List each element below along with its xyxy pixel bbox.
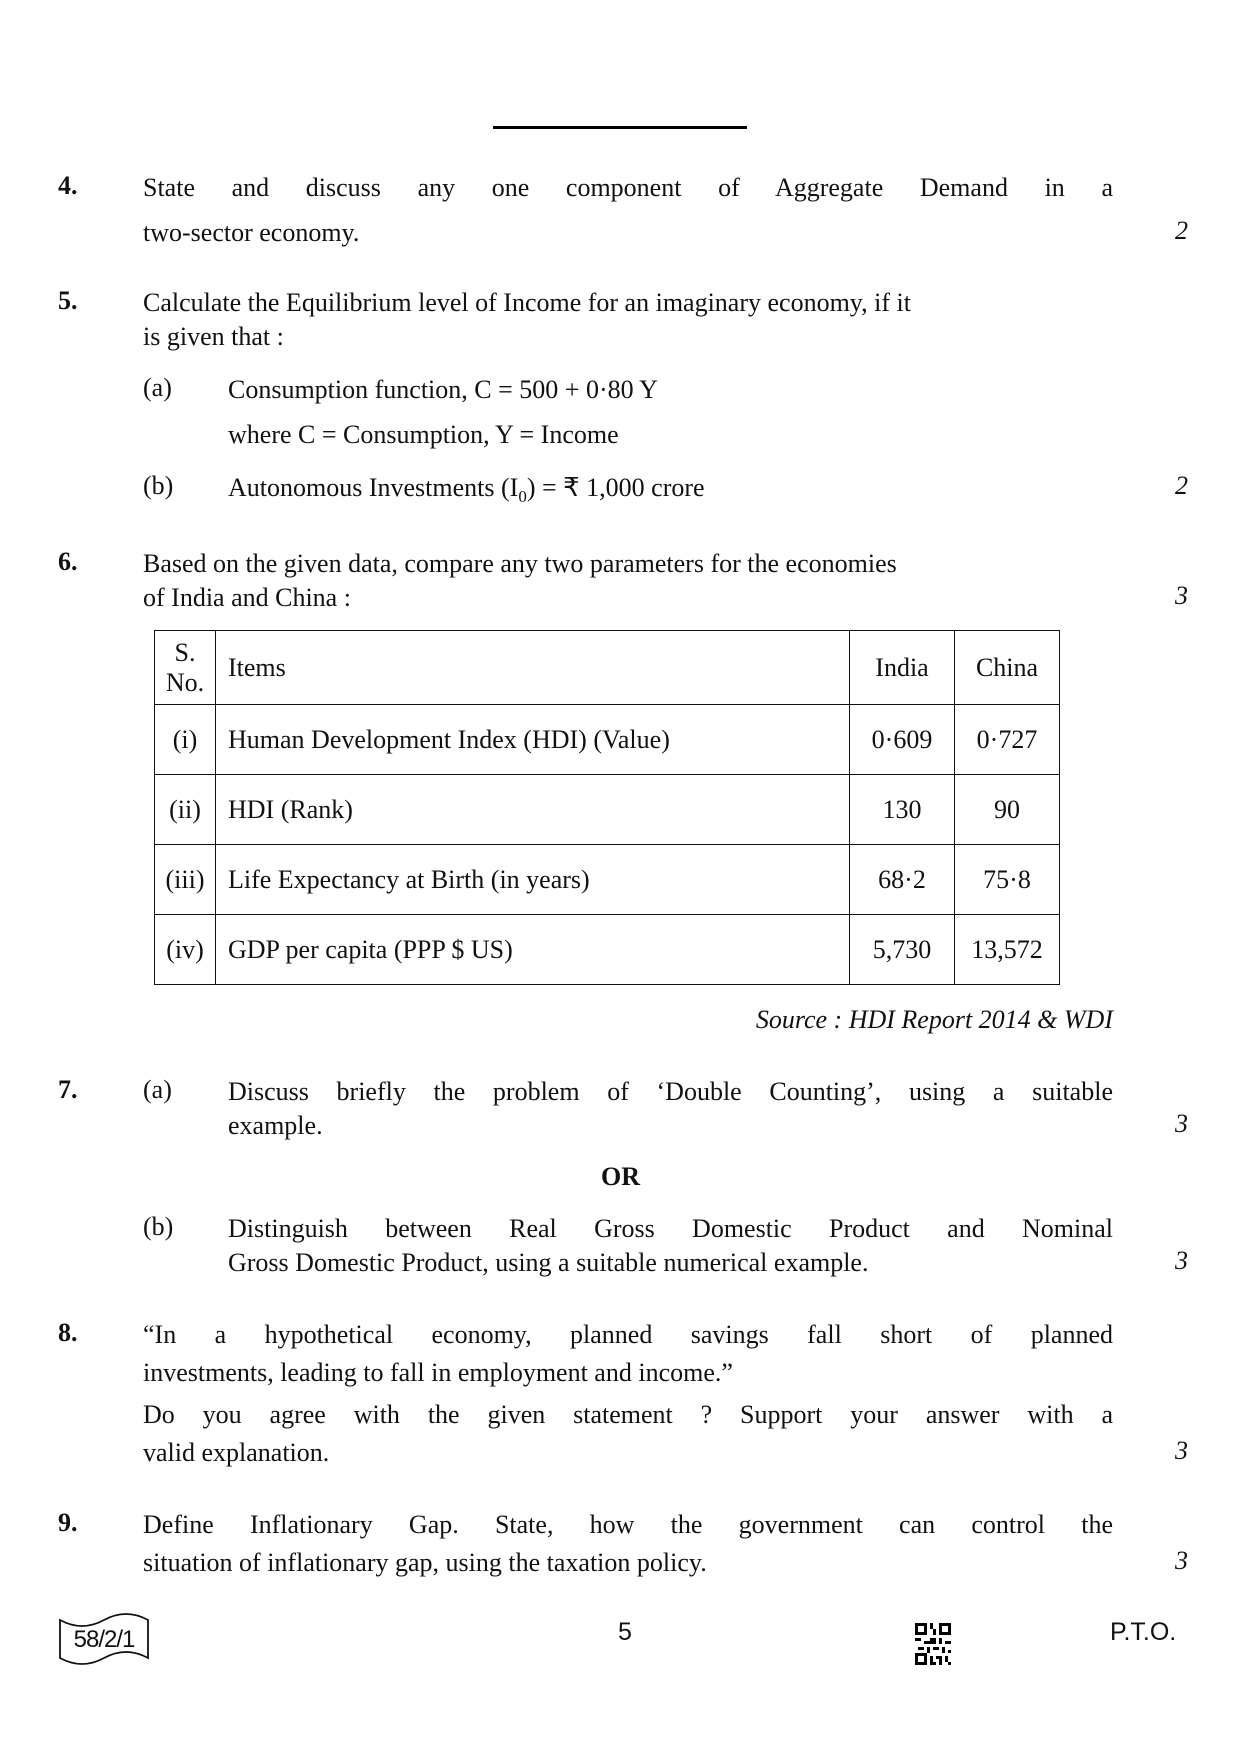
sub-text: Gross Domestic Product, using a suitable numerical example. bbox=[228, 1248, 869, 1277]
cell-sno: (i) bbox=[155, 705, 216, 775]
marks: 3 bbox=[1175, 1109, 1188, 1138]
question-number: 8. bbox=[58, 1318, 78, 1347]
page-number: 5 bbox=[618, 1618, 632, 1646]
table-row bbox=[155, 845, 1060, 915]
question-text-line: Do you agree with the given statement ? Support your answer with a bbox=[143, 1400, 1113, 1429]
subscript: 0 bbox=[518, 487, 527, 506]
table-source: Source : HDI Report 2014 & WDI bbox=[755, 1005, 1113, 1034]
question-text-line: investments, leading to fall in employment and income.” bbox=[143, 1358, 733, 1387]
question-text-line: valid explanation. bbox=[143, 1438, 330, 1467]
cell-item: HDI (Rank) bbox=[216, 775, 850, 845]
question-text-line: situation of inflationary gap, using the taxation policy. bbox=[143, 1548, 707, 1577]
question-text-line: two-sector economy. bbox=[143, 218, 360, 247]
table-row bbox=[155, 775, 1060, 845]
sub-label-b: (b) bbox=[143, 1212, 174, 1241]
header-sno-line: No. bbox=[165, 667, 205, 697]
question-text-line: of India and China : bbox=[143, 583, 351, 612]
marks: 3 bbox=[1175, 1246, 1188, 1275]
paper-code-badge bbox=[58, 1610, 150, 1668]
table-row bbox=[155, 915, 1060, 985]
cell-sno: (iv) bbox=[155, 915, 216, 985]
text-fragment: ) = ₹ 1,000 crore bbox=[526, 473, 705, 502]
table-row bbox=[155, 705, 1060, 775]
header-india: India bbox=[850, 631, 955, 705]
pto-label: P.T.O. bbox=[1110, 1618, 1177, 1646]
header-china: China bbox=[955, 631, 1060, 705]
marks: 2 bbox=[1175, 471, 1188, 500]
marks: 3 bbox=[1175, 1436, 1188, 1465]
question-number: 7. bbox=[58, 1075, 78, 1104]
sub-text: example. bbox=[228, 1111, 323, 1140]
question-number: 9. bbox=[58, 1508, 78, 1537]
question-text-line: Calculate the Equilibrium level of Income for an imaginary economy, if it bbox=[143, 288, 911, 317]
sub-text: Consumption function, C = 500 + 0·80 Y bbox=[228, 375, 658, 404]
marks: 3 bbox=[1175, 1546, 1188, 1575]
sub-text: Discuss briefly the problem of ‘Double Counting’, using a suitable bbox=[228, 1077, 1113, 1106]
question-number: 4. bbox=[58, 171, 78, 200]
header-items: Items bbox=[216, 631, 850, 705]
comparison-table bbox=[154, 630, 1060, 985]
question-text-line: Based on the given data, compare any two parameters for the economies bbox=[143, 549, 897, 578]
question-text-line: State and discuss any one component of Aggregate Demand in a bbox=[143, 173, 1113, 202]
cell-india: 130 bbox=[850, 775, 955, 845]
cell-china: 90 bbox=[955, 775, 1060, 845]
sub-text bbox=[228, 471, 1113, 514]
cell-china: 75·8 bbox=[955, 845, 1060, 915]
header-sno-line: S. bbox=[174, 637, 196, 667]
sub-label-b: (b) bbox=[143, 471, 174, 500]
paper-code: 58/2/1 bbox=[73, 1626, 135, 1653]
qr-code-icon bbox=[915, 1623, 951, 1665]
question-number: 5. bbox=[58, 286, 78, 315]
cell-china: 0·727 bbox=[955, 705, 1060, 775]
cell-item: GDP per capita (PPP $ US) bbox=[216, 915, 850, 985]
top-divider bbox=[493, 126, 747, 129]
question-text-line: Define Inflationary Gap. State, how the government can control the bbox=[143, 1510, 1113, 1539]
header-sno bbox=[155, 631, 216, 705]
sub-text: Distinguish between Real Gross Domestic Product and Nominal bbox=[228, 1214, 1113, 1243]
text-fragment: Autonomous Investments (I bbox=[228, 473, 519, 502]
cell-sno: (ii) bbox=[155, 775, 216, 845]
table-header-row bbox=[155, 631, 1060, 705]
sub-label-a: (a) bbox=[143, 1075, 172, 1104]
cell-item: Human Development Index (HDI) (Value) bbox=[216, 705, 850, 775]
cell-india: 68·2 bbox=[850, 845, 955, 915]
cell-india: 5,730 bbox=[850, 915, 955, 985]
or-separator: OR bbox=[601, 1162, 640, 1191]
cell-china: 13,572 bbox=[955, 915, 1060, 985]
cell-sno: (iii) bbox=[155, 845, 216, 915]
sub-label-a: (a) bbox=[143, 373, 172, 402]
sub-text: where C = Consumption, Y = Income bbox=[228, 420, 619, 449]
question-text-line: is given that : bbox=[143, 322, 284, 351]
cell-item: Life Expectancy at Birth (in years) bbox=[216, 845, 850, 915]
question-number: 6. bbox=[58, 547, 78, 576]
marks: 3 bbox=[1175, 581, 1188, 610]
question-text-line: “In a hypothetical economy, planned savings fall short of planned bbox=[143, 1320, 1113, 1349]
marks: 2 bbox=[1175, 216, 1188, 245]
cell-india: 0·609 bbox=[850, 705, 955, 775]
